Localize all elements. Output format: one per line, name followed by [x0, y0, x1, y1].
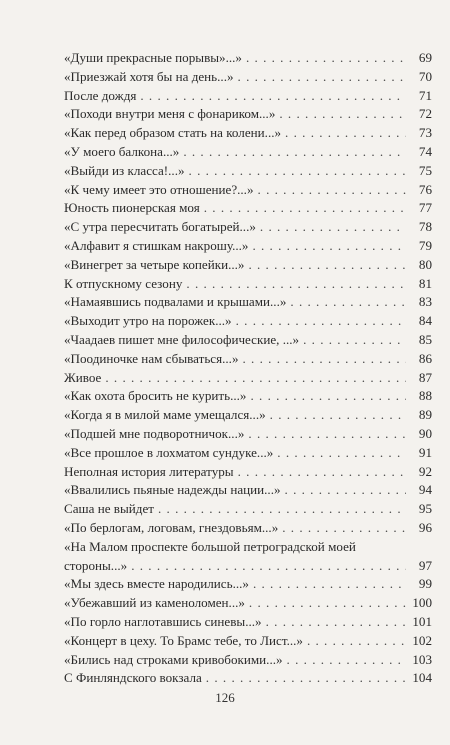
- toc-entry-multiline: [64, 538, 432, 576]
- toc-entry-page: 77: [418, 200, 432, 216]
- toc-entry: [64, 218, 432, 237]
- toc-entry-page: 95: [418, 501, 432, 517]
- toc-entry-page: 100: [412, 595, 432, 611]
- toc-entry-title: С Финляндского вокзала: [64, 670, 202, 686]
- dot-leader: [140, 87, 406, 106]
- toc-entry: [64, 575, 432, 594]
- toc-entry-page: 74: [418, 143, 432, 159]
- toc-entry-page: 102: [412, 632, 432, 648]
- dot-leader: [248, 256, 406, 275]
- toc-entry: [64, 293, 432, 312]
- toc-entry-title: «С утра пересчитать богатырей...»: [64, 219, 256, 235]
- toc-entry: [64, 669, 432, 688]
- toc-entry-page: 90: [418, 425, 432, 441]
- dot-leader: [266, 613, 406, 632]
- toc-entry-title: «Души прекрасные порывы»...»: [64, 50, 242, 65]
- toc-entry-page: 83: [418, 294, 432, 310]
- dot-leader: [303, 331, 406, 350]
- dot-leader: [189, 162, 406, 181]
- dot-leader: [204, 199, 406, 218]
- toc-entry-title: Неполная история литературы: [64, 463, 234, 479]
- toc-section-b: [64, 575, 432, 688]
- toc-entry-title: «Подшей мне подворотничок...»: [64, 425, 245, 441]
- page-number: 126: [215, 690, 235, 705]
- dot-leader: [158, 500, 406, 519]
- dot-leader: [253, 575, 406, 594]
- toc-entry: [64, 481, 432, 500]
- toc-entry-title-line1: «На Малом проспекте большой петроградской моей: [64, 538, 356, 554]
- toc-entry: [64, 613, 432, 632]
- toc-entry-page: 97: [418, 557, 432, 573]
- toc-entry-title: «Выйди из класса!...»: [64, 162, 185, 178]
- toc-entry: [64, 87, 432, 106]
- dot-leader: [236, 312, 406, 331]
- toc-entry-title: «Мы здесь вместе народились...»: [64, 576, 249, 592]
- toc-entry-title: «Намаявшись подвалами и крышами...»: [64, 294, 287, 310]
- toc-entry: [64, 199, 432, 218]
- dot-leader: [287, 651, 406, 670]
- dot-leader: [250, 387, 406, 406]
- toc-entry-page: 91: [418, 444, 432, 460]
- toc-entry-page: 78: [418, 219, 432, 235]
- dot-leader: [131, 557, 406, 576]
- toc-entry: [64, 105, 432, 124]
- toc-entry: [64, 143, 432, 162]
- toc-entry-page: 99: [418, 576, 432, 592]
- toc-entry: [64, 312, 432, 331]
- dot-leader: [183, 143, 406, 162]
- toc-entry-page: 104: [412, 670, 432, 686]
- toc-entry-title: «Как перед образом стать на колени...»: [64, 125, 282, 141]
- toc-entry: [64, 594, 432, 613]
- dot-leader: [279, 105, 406, 124]
- dot-leader: [252, 237, 406, 256]
- dot-leader: [246, 49, 406, 68]
- toc-entry-page: 71: [418, 87, 432, 103]
- toc-entry-title: «К чему имеет это отношение?...»: [64, 181, 254, 197]
- toc-entry-title: «Выходит утро на порожек...»: [64, 313, 232, 329]
- toc-entry-page: 96: [418, 519, 432, 535]
- toc-entry-title: После дождя: [64, 87, 137, 103]
- toc-entry-page: 89: [418, 407, 432, 423]
- dot-leader: [260, 218, 406, 237]
- toc-entry-title: «Поодиночке нам сбываться...»: [64, 350, 239, 366]
- toc-entry: [64, 350, 432, 369]
- toc-entry-page: 84: [418, 313, 432, 329]
- toc-entry: [64, 463, 432, 482]
- toc-entry-title: «Концерт в цеху. То Брамс тебе, то Лист...»: [64, 632, 303, 648]
- toc-entry-page: 80: [418, 256, 432, 272]
- dot-leader: [238, 463, 406, 482]
- toc-section-a: [64, 49, 432, 538]
- toc-entry-title: «У моего балкона...»: [64, 143, 180, 159]
- toc-entry-page: 70: [418, 68, 432, 84]
- toc-entry-title: «Бились над строками кривобокими...»: [64, 651, 283, 667]
- dot-leader: [258, 181, 406, 200]
- toc-entry-title-line2: стороны...»: [64, 557, 128, 573]
- dot-leader: [186, 275, 406, 294]
- toc-entry: [64, 275, 432, 294]
- toc-entry-title: Юность пионерская моя: [64, 200, 200, 216]
- dot-leader: [248, 425, 406, 444]
- toc-entry: [64, 331, 432, 350]
- toc-entry: [64, 500, 432, 519]
- toc-entry-title: «Все прошлое в лохматом сундуке...»: [64, 444, 274, 460]
- toc-entry: [64, 68, 432, 87]
- toc-entry-title: «По берлогам, логовам, гнездовьям...»: [64, 519, 279, 535]
- toc-entry-title: «Винегрет за четыре копейки...»: [64, 256, 245, 272]
- table-of-contents: [64, 49, 432, 688]
- toc-entry-page: 79: [418, 237, 432, 253]
- toc-entry-page: 94: [418, 482, 432, 498]
- toc-entry: [64, 406, 432, 425]
- dot-leader: [285, 124, 406, 143]
- toc-entry-title: «Чаадаев пишет мне философические, ...»: [64, 331, 300, 347]
- toc-entry: [64, 49, 432, 68]
- toc-entry: [64, 162, 432, 181]
- toc-entry-page: 73: [418, 125, 432, 141]
- toc-entry: [64, 632, 432, 651]
- toc-entry: [64, 181, 432, 200]
- toc-entry: [64, 651, 432, 670]
- dot-leader: [307, 632, 406, 651]
- toc-entry-title: «По горло наглотавшись синевы...»: [64, 613, 262, 629]
- toc-entry-page: 76: [418, 181, 432, 197]
- dot-leader: [285, 481, 406, 500]
- toc-entry-page: 85: [418, 331, 432, 347]
- toc-entry-page: 101: [412, 613, 432, 629]
- toc-entry-title: Живое: [64, 369, 102, 385]
- dot-leader: [238, 68, 406, 87]
- toc-entry-page: 87: [418, 369, 432, 385]
- toc-entry: [64, 124, 432, 143]
- toc-entry-title: «Убежавший из каменоломен...»: [64, 595, 245, 611]
- toc-entry-page: 92: [418, 463, 432, 479]
- toc-entry-page: 86: [418, 350, 432, 366]
- toc-entry-title: «Приезжай хотя бы на день...»: [64, 68, 234, 84]
- dot-leader: [249, 594, 406, 613]
- toc-entry-title: «Ввалились пьяные надежды нации...»: [64, 482, 281, 498]
- dot-leader: [282, 519, 406, 538]
- toc-entry: [64, 387, 432, 406]
- toc-entry-title: «Алфавит я стишкам накрошу...»: [64, 237, 249, 253]
- toc-entry-page: 103: [412, 651, 432, 667]
- toc-entry-page: 81: [418, 275, 432, 291]
- toc-entry: [64, 369, 432, 388]
- toc-entry: [64, 256, 432, 275]
- toc-entry-title: «Походи внутри меня с фонариком...»: [64, 106, 276, 122]
- toc-entry: [64, 425, 432, 444]
- dot-leader: [206, 669, 406, 688]
- toc-entry: [64, 237, 432, 256]
- dot-leader: [277, 444, 406, 463]
- toc-entry-title: «Как охота бросить не курить...»: [64, 388, 247, 404]
- toc-entry-page: 69: [418, 50, 432, 65]
- dot-leader: [270, 406, 406, 425]
- dot-leader: [243, 350, 407, 369]
- toc-entry-page: 72: [418, 106, 432, 122]
- toc-entry-page: 75: [418, 162, 432, 178]
- dot-leader: [290, 293, 406, 312]
- toc-entry-title: Саша не выйдет: [64, 501, 154, 517]
- toc-entry: [64, 519, 432, 538]
- toc-entry-title: К отпускному сезону: [64, 275, 183, 291]
- dot-leader: [105, 369, 406, 388]
- toc-entry-title: «Когда я в милой маме умещался...»: [64, 407, 266, 423]
- toc-entry: [64, 444, 432, 463]
- toc-entry-page: 88: [418, 388, 432, 404]
